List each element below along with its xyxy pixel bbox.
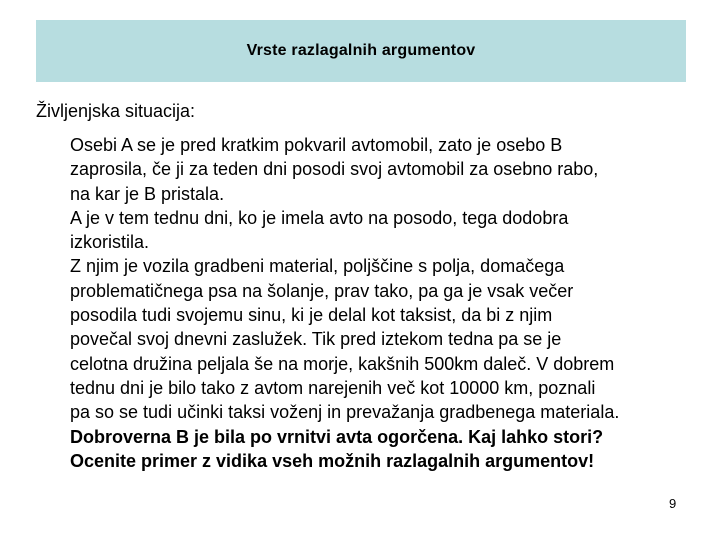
text-line: Z njim je vozila gradbeni material, poljščine s polja, domačega [70, 256, 565, 277]
slide-title: Vrste razlagalnih argumentov [246, 42, 476, 59]
text-line: celotna družina peljala še na morje, kakšnih 500km daleč. V dobrem [70, 353, 615, 374]
page-number: 9 [669, 496, 677, 511]
text-line: A je v tem tednu dni, ko je imela avto na posodo, tega dodobra [70, 207, 569, 228]
text-line: Osebi A se je pred kratkim pokvaril avtomobil, zato je osebo B [70, 135, 563, 155]
question-line: Dobroverna B je bila po vrnitvi avta ogorčena. Kaj lahko stori? [70, 426, 604, 447]
text-line: na kar je B pristala. [70, 183, 225, 204]
text-line: problematičnega psa na šolanje, prav tako, pa ga je vsak večer [70, 280, 574, 301]
text-line: posodila tudi svojemu sinu, ki je delal kot taksist, da bi z njim [70, 305, 553, 326]
text-line: zaprosila, če ji za teden dni posodi svoj avtomobil za osebno rabo, [70, 159, 599, 180]
title-banner [36, 20, 686, 82]
text-line: tednu dni je bilo tako z avtom narejenih več kot 10000 km, poznali [70, 377, 596, 398]
text-line: pa so se tudi učinki taksi voženj in prevažanja gradbenega materiala. [70, 402, 620, 423]
text-line: povečal svoj dnevni zaslužek. Tik pred iztekom tedna pa se je [70, 329, 562, 350]
section-heading: Življenjska situacija: [36, 101, 196, 121]
task-line: Ocenite primer z vidika vseh možnih razlagalnih argumentov! [70, 450, 595, 471]
situation-text [70, 133, 706, 473]
text-line: izkoristila. [70, 232, 150, 253]
